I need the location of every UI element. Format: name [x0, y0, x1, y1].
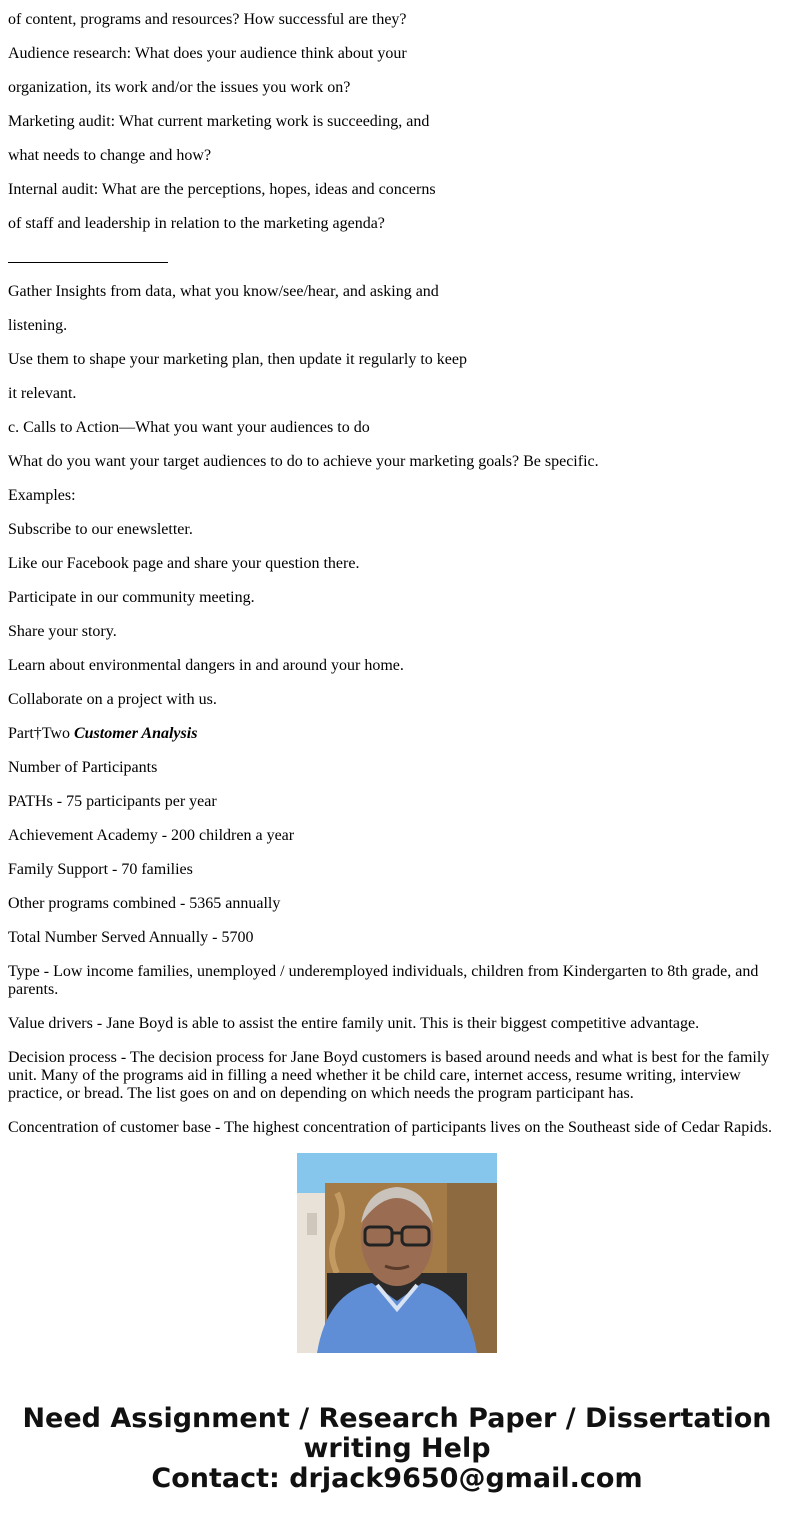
list-item: Share your story. [8, 623, 117, 640]
list-item: Learn about environmental dangers in and around your home. [8, 657, 404, 674]
text-line: Audience research: What does your audience think about your [8, 45, 407, 62]
person-photo-icon [297, 1153, 497, 1353]
text-line: Gather Insights from data, what you know/see/hear, and asking and [8, 283, 439, 300]
list-item: Family Support - 70 families [8, 861, 193, 878]
list-item: Total Number Served Annually - 5700 [8, 929, 254, 946]
text-line: what needs to change and how? [8, 147, 212, 164]
text-line: Use them to shape your marketing plan, then update it regularly to keep [8, 351, 467, 368]
part-two-prefix: Part†Two [8, 725, 74, 742]
list-item: PATHs - 75 participants per year [8, 793, 217, 810]
list-item: Collaborate on a project with us. [8, 691, 217, 708]
type-paragraph: Type - Low income families, unemployed / underemployed individuals, children from Kindergarten to 8th grade, and parents. [8, 963, 759, 998]
contact-email: Contact: drjack9650@gmail.com [151, 1463, 643, 1494]
list-item: Achievement Academy - 200 children a year [8, 827, 295, 844]
part-two-title: Customer Analysis [73, 725, 198, 742]
part-two-heading [8, 725, 197, 743]
avatar [297, 1153, 497, 1353]
text-line: of staff and leadership in relation to the marketing agenda? [8, 215, 385, 232]
text-line: Marketing audit: What current marketing work is succeeding, and [8, 113, 430, 130]
examples-label: Examples: [8, 487, 76, 504]
list-item: Like our Facebook page and share your question there. [8, 555, 360, 572]
cut-off-line: Concentration of customer base - The highest concentration of participants lives on the Southeast side of Cedar Rapids. [8, 1119, 772, 1136]
text-line: listening. [8, 317, 68, 334]
list-item: Other programs combined - 5365 annually [8, 895, 281, 912]
footer-line: writing Help [303, 1433, 491, 1464]
list-item: Subscribe to our enewsletter. [8, 521, 193, 538]
participants-heading: Number of Participants [8, 759, 158, 776]
text-line: organization, its work and/or the issues you work on? [8, 79, 351, 96]
contact-footer [0, 1404, 794, 1494]
footer-line: Need Assignment / Research Paper / Dissertation [22, 1403, 772, 1434]
decision-process-paragraph: Decision process - The decision process for Jane Boyd customers is based around needs and what is best for the family unit. Many of the programs aid in filling a need whether it be child care, internet access, resume writing, interview practice, or bread. The list goes on and on depending on which needs the program participant has. [8, 1049, 770, 1102]
text-line: of content, programs and resources? How successful are they? [8, 11, 407, 28]
section-heading: c. Calls to Action—What you want your audiences to do [8, 419, 370, 436]
value-drivers-paragraph: Value drivers - Jane Boyd is able to assist the entire family unit. This is their biggest competitive advantage. [8, 1015, 700, 1032]
text-line: What do you want your target audiences to do to achieve your marketing goals? Be specific. [8, 453, 599, 470]
list-item: Participate in our community meeting. [8, 589, 255, 606]
text-line: Internal audit: What are the perceptions, hopes, ideas and concerns [8, 181, 436, 198]
text-line: it relevant. [8, 385, 77, 402]
divider-rule [8, 262, 168, 263]
